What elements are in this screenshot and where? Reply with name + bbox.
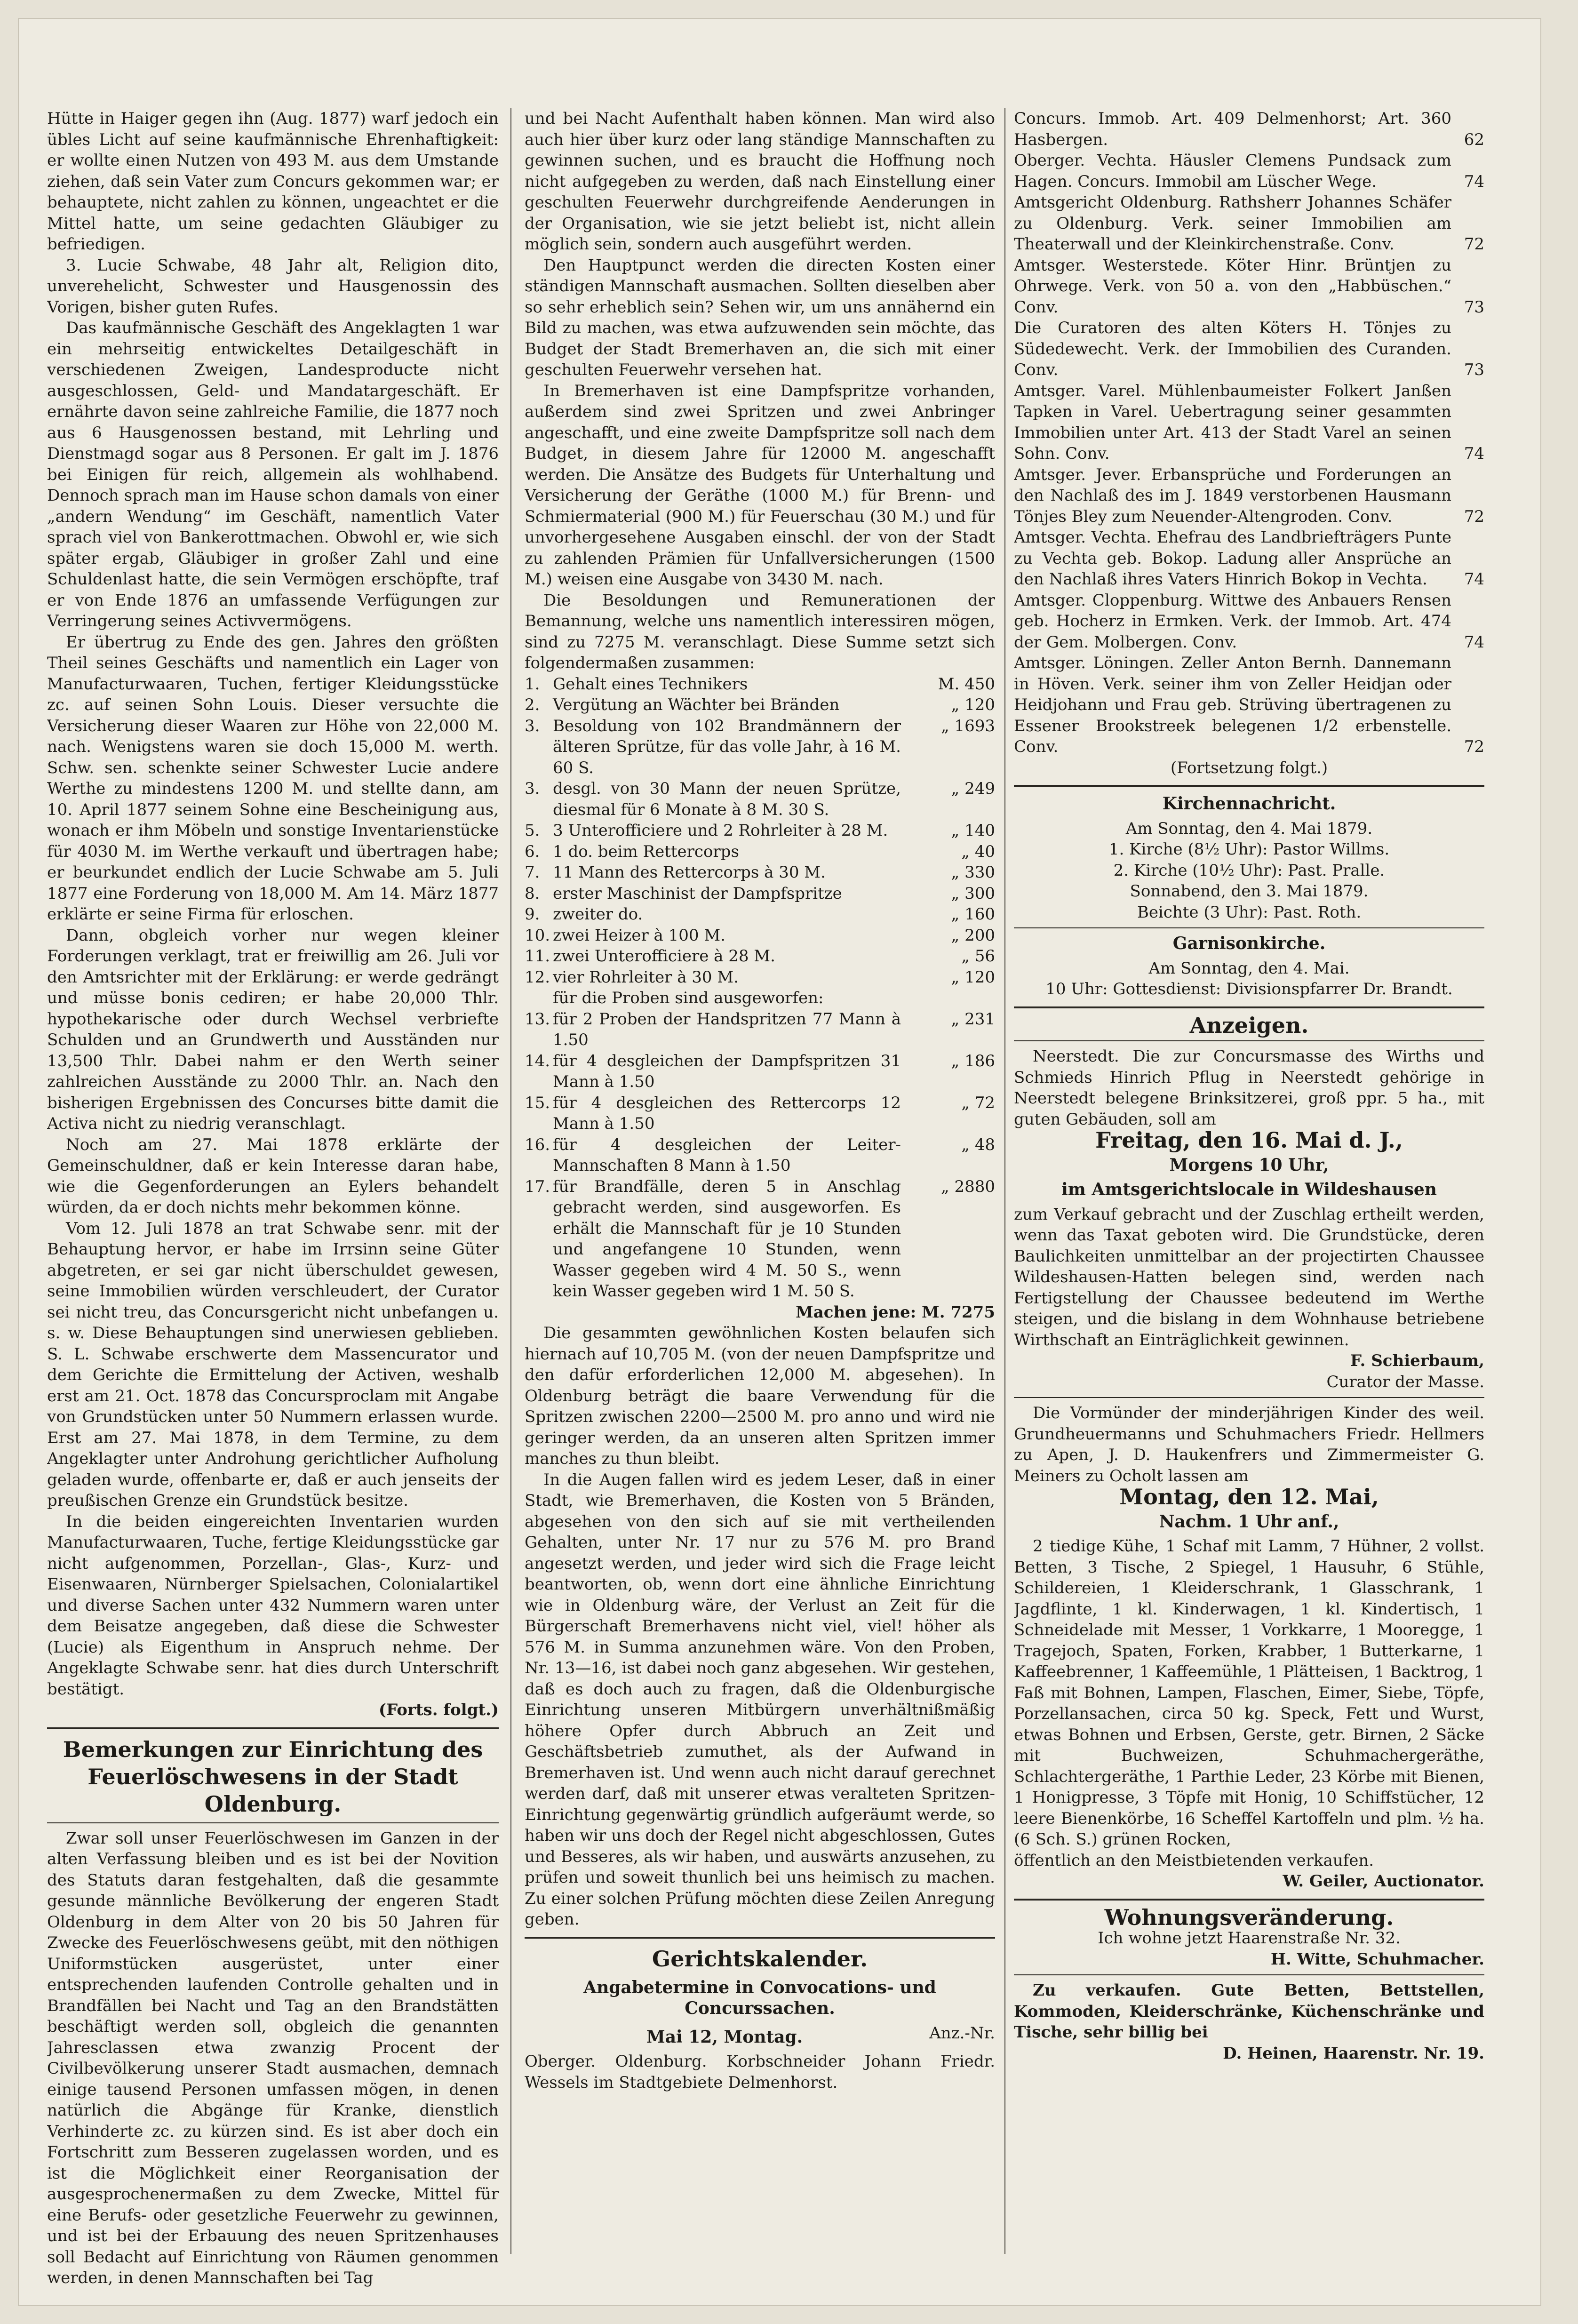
ad-auction-items: 2 tiedige Kühe, 1 Schaf mit Lamm, 7 Hühner, 2 vollst. Betten, 3 Tische, 2 Spiegel, 1 Hausuhr, 6 Stühle, Schildereien, 1 Kleiderschrank, 1 Glasschrank, 1 Jagdflinte, 1 kl. Kinderwagen, 1 kl. Kindertisch, 1 Schneidelade mit Messer, 1 Vorkkarre, 1 Mooregge, 1 Tragejoch, Spaten, Forken, Krabber, 1 Butterkarne, 1 Kaffeebrenner, 1 Kaffeemühle, 1 Plätteisen, 1 Backtrog, 1 Faß mit Bohnen, Lampen, Flaschen, Eimer, Siebe, Töpfe, Porzellansachen, circa 50 kg. Speck, Fett und Wurst, etwas Bohnen und Erbsen, Gerste, getr. Birnen, 2 Säcke mit Buchweizen, Schuhmachergeräthe, Schlachtergeräthe, 1 Parthie Leder, 23 Körbe mit Bienen, 1 Honigpresse, 3 Töpfe mit Honig, 10 Schiffstücher, 12 leere Bienenkörbe, 16 Scheffel Kartoffeln und plm. ½ ha. (6 Sch. S.) grünen Rocken, <box>1014 1537 1484 1849</box>
ad-neerstedt-place: im Amtsgerichtslocale in Wildeshausen <box>1061 1180 1437 1199</box>
calendar-entry <box>1014 318 1484 381</box>
cost-number: 8. <box>525 884 540 903</box>
divider <box>47 1822 499 1823</box>
cost-row <box>525 1009 995 1051</box>
cost-description: für die Proben sind ausgeworfen: <box>553 989 824 1007</box>
paragraph: Er übertrug zu Ende des gen. Jahres den größten Theil seines Geschäfts und namentlich ein Lager von Manufacturwaaren, Tuchen, fertiger Kleidungsstücke zc. auf seinen Sohn Louis. Dieser versuchte die Versicherung dieser Waaren zur Höhe von 22,000 M. nach. Wenigstens waren sie doch 15,000 M. werth. Schw. sen. schenkte seiner Schwester Lucie andere Werthe zu mindestens 1200 M. und stellte dann, am 10. April 1877 seinem Sohne eine Bescheinigung aus, wonach er ihm Möbeln und sonstige Inventarienstücke für 4030 M. im Werthe verkauft und übertragen habe; er beurkundet endlich der Lucie Schwabe am 5. Juli 1877 eine Forderung von 18,000 M. Am 14. März 1877 erklärte er seine Firma für erloschen. <box>47 632 499 924</box>
calendar-subtitle: Angabetermine in Convocations- und Concurssachen. <box>583 1977 936 2018</box>
calendar-entry <box>1014 653 1484 758</box>
cost-amount: „ 186 <box>951 1051 995 1070</box>
column-3 <box>1014 108 1484 2064</box>
notice-line: 1. Kirche (8½ Uhr): Pastor Willms. <box>1108 840 1390 859</box>
cost-description: Vergütung an Wächter bei Bränden <box>553 695 840 714</box>
cost-number: 6. <box>525 842 540 861</box>
cost-number: 13. <box>525 1009 550 1029</box>
cost-description: für 4 desgleichen des Rettercorps 12 Mann à 1.50 <box>553 1093 901 1133</box>
calendar-date-row <box>525 2023 995 2052</box>
ad-neerstedt-time: Morgens 10 Uhr, <box>1169 1155 1329 1175</box>
ad-neerstedt-signature-role: Curator der Masse. <box>1326 1372 1484 1391</box>
cost-number: 11. <box>525 947 550 966</box>
paragraph: Dann, obgleich vorher nur wegen kleiner Forderungen verklagt, trat er freiwillig am 26. Juli vor den Amtsrichter mit der Erklärung: er werde gedrängt und müsse bonis cediren; er habe 20,000 Thlr. hypothekarische oder durch Wechsel verbriefte Schulden und an Grundwerth und Ausständen nur 13,500 Thlr. Dabei nahm er den Werth seiner zahlreichen Ausstände zu 2000 Thlr. an. Nach den bisherigen Ergebnissen des Concurses bitte damit die Activa nicht zu niedrig veranschlagt. <box>47 926 499 1133</box>
cost-amount: „ 48 <box>961 1135 995 1154</box>
paragraph: In die beiden eingereichten Inventarien wurden Manufacturwaaren, Tuche, fertige Kleidungsstücke gar nicht aufgenommen, Porzellan-, Glas-, Kurz- und Eisenwaaren, Nürnberger Spielsachen, Colonialartikel und diverse Sachen unter 432 Nummern waren unter dem Beisatze angegeben, daß diese die Schwester (Lucie) als Eigenthum in Anspruch nehme. Der Angeklagte Schwabe senr. hat dies durch Unterschrift bestätigt. <box>47 1512 499 1699</box>
church-notices <box>1014 818 1484 923</box>
paragraph: Den Hauptpunct werden die directen Kosten einer ständigen Mannschaft ausmachen. Sollten dieselben aber so sehr erheblich sein? Sehen wir, um uns annähernd ein Bild zu machen, was etwa aufzuwenden sein möchte, das Budget der Stadt Bremerhaven an, die sich mit einer geschulten Feuerwehr versehen hat. <box>525 256 995 379</box>
ad-auction-signature: W. Geiler, Auctionator. <box>1283 1872 1484 1891</box>
cost-number: 9. <box>525 905 540 924</box>
paragraph: Zwar soll unser Feuerlöschwesen im Ganzen in der alten Verfassung bleiben und es ist bei der Novition des Statuts daran festgehalten, daß die gesammte gesunde männliche Bevölkerung der engeren Stadt Oldenburg in dem Alter von 20 bis 50 Jahren für Zwecke des Feuerlöschwesens geübt, mit den nöthigen Uniformstücken ausgerüstet, unter einer entsprechenden laufenden Controlle gehalten und in Brandfällen bei Nacht und Tag an den Brandstätten beschäftigt werden soll, obgleich die genannten Jahresclassen etwa zwanzig Procent der Civilbevölkerung unserer Stadt ausmachen, demnach einige tausend Personen umfassen mögen, in denen natürlich die Abgänge für Kranke, dienstlich Verhinderte zc. zu kürzen sind. Es ist aber doch ein Fortschritt zum Besseren zugelassen worden, und es ist die Möglichkeit einer Reorganisation der ausgesprochenermaßen zu dem Zwecke, Mittel für eine Berufs- oder gesetzliche Feuerwehr zu gewinnen, und ist bei der Erbauung des neuen Spritzenhauses soll Bedacht auf Einrichtung von Räumen genommen werden, in denen Mannschaften bei Tag <box>47 1829 499 2287</box>
cost-amount: „ 330 <box>951 863 995 882</box>
calendar-entry-text: Amtsger. Vechta. Ehefrau des Landbriefträgers Punte zu Vechta geb. Bokop. Ladung aller Ansprüche an den Nachlaß ihres Vaters Hinrich Bokop in Vechta. <box>1014 528 1451 589</box>
ad-auction-date: Montag, den 12. Mai, <box>1119 1484 1379 1509</box>
divider <box>1014 1040 1484 1041</box>
calendar-entry-text: Concurs. Immob. Art. 409 Delmenhorst; Art. 360 Hasbergen. <box>1014 109 1451 149</box>
cost-row <box>525 862 995 883</box>
cost-row <box>525 967 995 988</box>
cost-table <box>525 674 995 1302</box>
cost-row <box>525 841 995 863</box>
cost-amount: „ 120 <box>951 695 995 714</box>
calendar-entry-text: Amtsger. Varel. Mühlenbaumeister Folkert Janßen Tapken in Varel. Uebertragung seiner gesammten Immobilien unter Art. 413 der Stadt Varel an seinen Sohn. Conv. <box>1014 381 1451 463</box>
cost-number: 14. <box>525 1051 550 1070</box>
calendar-entry <box>1014 590 1484 653</box>
cost-number <box>525 988 553 1009</box>
cost-number: 10. <box>525 926 550 945</box>
cost-number: 3. <box>525 716 540 735</box>
newspaper-page <box>19 19 1540 2305</box>
column-2 <box>525 108 995 2093</box>
cost-row <box>525 1093 995 1134</box>
calendar-entry-text: Amtsger. Löningen. Zeller Anton Bernh. Dannemann in Höven. Verk. seiner ihm von Zeller Heidjan oder Heidjohann und Frau geb. Strüving übertragenen zu Essener Brookstreek belegenen 1/2 erbenstelle. Conv. <box>1014 654 1451 756</box>
cost-description: Besoldung von 102 Brandmännern der älteren Sprütze, für das volle Jahr, à 16 M. 60 S. <box>553 716 901 777</box>
cost-number: 17. <box>525 1177 550 1196</box>
cost-row <box>525 778 995 820</box>
cost-description: desgl. von 30 Mann der neuen Sprütze, diesmal für 6 Monate à 8 M. 30 S. <box>553 779 901 819</box>
notice-line: 2. Kirche (10½ Uhr): Past. Pralle. <box>1113 861 1385 880</box>
calendar-entry-text: Oberger. Vechta. Häusler Clemens Pundsack zum Hagen. Concurs. Immobil am Lüscher Wege. <box>1014 151 1451 191</box>
paragraph: Vom 12. Juli 1878 an trat Schwabe senr. mit der Behauptung hervor, er habe im Irrsinn seine Güter abgetreten, er sei gar nicht überschuldet gewesen, seine Immobilien würden verschleudert, der Curator sei nicht treu, das Concursgericht nicht unbefangen u. s. w. Diese Behauptungen sind unerwiesen geblieben. S. L. Schwabe erschwerte dem Massencurator und dem Gerichte die Ermittelung der Activen, weshalb erst am 21. Oct. 1878 das Concursproclam mit Angabe von Grundstücken unter 50 Nummern erlassen wurde. Erst am 27. Mai 1878, in dem Termine, zu dem Angeklagter unter Androhung gerichtlicher Aufholung geladen wurde, offenbarte er, daß er auch jenseits der preußischen Grenze ein Grundstück besitze. <box>47 1219 499 1510</box>
cost-row <box>525 716 995 779</box>
cost-amount: „ 249 <box>951 779 995 798</box>
cost-number: 16. <box>525 1135 550 1154</box>
calendar-entry-number: 73 <box>1464 297 1484 317</box>
article-paragraphs <box>47 1828 499 2289</box>
calendar-entry <box>1014 150 1484 192</box>
cost-description: für 2 Proben der Handspritzen 77 Mann à 1.50 <box>553 1009 901 1049</box>
calendar-entry-number: 72 <box>1464 235 1484 254</box>
cost-amount: „ 1693 <box>941 716 995 735</box>
notice-line: Sonnabend, den 3. Mai 1879. <box>1130 882 1369 901</box>
calendar-entry-number: 62 <box>1464 130 1484 149</box>
column-2-paragraphs <box>525 108 995 674</box>
ad-moving-title: Wohnungsveränderung. <box>1104 1904 1394 1930</box>
cost-row <box>525 904 995 925</box>
cost-amount: M. 450 <box>938 674 995 694</box>
cost-row <box>525 695 995 716</box>
ad-auction-rest: öffentlich an den Meistbietenden verkaufen. <box>1014 1851 1374 1870</box>
ad-neerstedt-rest: zum Verkauf gebracht und der Zuschlag ertheilt werden, wenn das Taxat geboten wird. Die Grundstücke, deren Baulichkeiten unmittelbar an der projectirten Chaussee Wildeshausen-Hatten belegen sind, werden nach Fertigstellung der Chaussee bedeutend im Werthe steigen, und die bislang in dem Wohnhause betriebene Wirthschaft an Einträglichkeit gewinnen. <box>1014 1205 1484 1350</box>
calendar-entry: Oberger. Oldenburg. Korbschneider Johann Friedr. Wessels im Stadtgebiete Delmenhorst. <box>525 2052 995 2092</box>
notice-line: 10 Uhr: Gottesdienst: Divisionspfarrer Dr. Brandt. <box>1045 980 1453 998</box>
column-rule <box>1004 108 1005 2254</box>
paragraph: Hütte in Haiger gegen ihn (Aug. 1877) warf jedoch ein übles Licht auf seine kaufmännische Ehrenhaftigkeit: er wollte einen Nutzen von 493 M. aus dem Umstande ziehen, daß sein Vater zum Concurs gekommen war; er behauptete, nicht zahlen zu können, ungeachtet er die Mittel hatte, um seine gedachten Gläubiger zu befriedigen. <box>47 109 499 254</box>
paragraph: 3. Lucie Schwabe, 48 Jahr alt, Religion dito, unverehelicht, Schwester und Hausgenossin des Vorigen, bisher guten Rufes. <box>47 256 499 317</box>
cost-description: Gehalt eines Technikers <box>553 674 748 694</box>
calendar-entry-text: Die Curatoren des alten Köters H. Tönjes zu Südedewecht. Verk. der Immobilien des Curanden. Conv. <box>1014 319 1451 379</box>
calendar-entry-number: 74 <box>1464 444 1484 463</box>
cost-amount: „ 56 <box>961 947 995 966</box>
calendar-entry <box>1014 192 1484 255</box>
cost-description: 1 do. beim Rettercorps <box>553 842 739 861</box>
paragraph: Die gesammten gewöhnlichen Kosten belaufen sich hiernach auf 10,705 M. (von der neuen Dampfspritze und den dafür erforderlichen 12,000 M. abgesehen). In Oldenburg beträgt die baare Verwendung für die Spritzen zwischen 2200—2500 M. pro anno und wird nie geringer werden, da an unseren alten Spritzen immer manches zu thun bleibt. <box>525 1324 995 1468</box>
cost-amount <box>901 988 995 1009</box>
cost-number: 15. <box>525 1093 550 1112</box>
column-1 <box>47 108 499 2289</box>
cost-row <box>525 1051 995 1093</box>
calendar-date: Mai 12, Montag. <box>646 2027 803 2047</box>
cost-row <box>525 946 995 967</box>
cost-description: 3 Unterofficiere und 2 Rohrleiter à 28 M. <box>553 821 888 840</box>
cost-description: 11 Mann des Rettercorps à 30 M. <box>553 863 826 882</box>
cost-description: für 4 desgleichen der Leiter-Mannschaften 8 Mann à 1.50 <box>553 1135 901 1175</box>
divider <box>47 1727 499 1729</box>
cost-description: vier Rohrleiter à 30 M. <box>553 967 739 987</box>
cost-description: zwei Heizer à 100 M. <box>553 926 725 945</box>
cost-row <box>525 925 995 946</box>
calendar-entry-number: 74 <box>1464 172 1484 191</box>
paragraph: und bei Nacht Aufenthalt haben können. Man wird also auch hier über kurz oder lang ständige Mannschaften zu gewinnen suchen, und es braucht die Hoffnung noch nicht aufgegeben zu werden, daß nach Einstellung einer geschulten Feuerwehr durchgreifende Aenderungen in der Organisation, wie sie jetzt beliebt ist, nicht allein möglich sein, sondern auch ausgeführt werden. <box>525 109 995 254</box>
cost-row <box>525 1176 995 1302</box>
cost-row <box>525 820 995 841</box>
cost-description: zwei Unterofficiere à 28 M. <box>553 947 775 966</box>
cost-description: erster Maschinist der Dampfspritze <box>553 884 842 903</box>
ad-neerstedt-text: Neerstedt. Die zur Concursmasse des Wirths und Schmieds Hinrich Pflug in Neerstedt gehörige in Neerstedt belegene Brinksitzerei, groß ppr. 5 ha., mit guten Gebäuden, soll am <box>1014 1047 1484 1129</box>
calendar-entry-number: 74 <box>1464 632 1484 652</box>
cost-row <box>525 883 995 904</box>
notice-line: Beichte (3 Uhr): Past. Roth. <box>1137 902 1362 922</box>
cost-amount: „ 120 <box>951 967 995 987</box>
cost-amount: „ 200 <box>951 926 995 945</box>
continuation-note: (Fortsetzung folgt.) <box>1170 758 1328 777</box>
calendar-anz-label: Anz.-Nr. <box>929 2023 995 2043</box>
cost-row <box>525 674 995 695</box>
paragraph: In Bremerhaven ist eine Dampfspritze vorhanden, außerdem sind zwei Spritzen und zwei Anbringer angeschafft, und eine zweite Dampfspritze soll nach dem Budget, in diesem Jahre für 12000 M. angeschafft werden. Die Ansätze des Budgets für Unterhaltung und Versicherung der Geräthe (1000 M.) für Brenn- und Schmiermaterial (900 M.) für Feuerschau (30 M.) und für unvorhergesehene Ausgaben einschl. der von der Stadt zu zahlenden Prämien für Unfallversicherungen (1500 M.) weisen eine Ausgabe von 3430 M. nach. <box>525 381 995 589</box>
divider <box>1014 927 1484 928</box>
notice-line: Am Sonntag, den 4. Mai 1879. <box>1125 819 1373 838</box>
calendar-entry <box>1014 108 1484 150</box>
ad-neerstedt-date: Freitag, den 16. Mai d. J., <box>1095 1127 1403 1153</box>
calendar-entry-text: Amtsger. Westerstede. Köter Hinr. Brüntjen zu Ohrwege. Verk. von 50 a. von den „Habbüschen.“ Conv. <box>1014 256 1451 317</box>
divider <box>1014 1899 1484 1901</box>
ad-moving-signature: H. Witte, Schuhmacher. <box>1270 1949 1484 1969</box>
cost-amount: „ 2880 <box>941 1177 995 1196</box>
paragraph: In die Augen fallen wird es jedem Leser, daß in einer Stadt, wie Bremerhaven, die Kosten von 5 Bränden, abgesehen von den sich auf sie mit vertheilenden Gehalten, unter Nr. 17 nur zu 576 M. pro Brand angesetzt werden, und jeder wird sich die Frage leicht beantworten, ob, wenn dort eine ähnliche Einrichtung wie in Oldenburg wäre, der Verlust an Zeit für die Bürgerschaft Bremerhavens nicht viel, viel! höher als 576 M. in Summa anzunehmen wäre. Von den Proben, Nr. 13—16, ist dabei noch ganz abgesehen. Wir gestehen, daß es doch auch zu fragen, daß die Oldenburgische Einrichtung unseren Mitbürgern unverhältnißmäßig höhere Opfer durch Abbruch an Zeit und Geschäftsbetrieb zumuthet, als der Aufwand in Bremerhaven ist. Und wenn auch nicht darauf gerechnet werden darf, daß mit unserer etwas veralteten Spritzen-Einrichtung gegenwärtig gründlich aufgeräumt werde, so haben wir uns doch der Regel nicht abgeschlossen, Gutes und Besseres, als wir haben, und auswärts anzusehen, zu prüfen und soweit thunlich bei uns heimisch zu machen. Zu einer solchen Prüfung möchten diese Zeilen Anregung geben. <box>525 1470 995 1929</box>
calendar-entry-number: 72 <box>1464 507 1484 526</box>
ad-moving-text: Ich wohne jetzt Haarenstraße Nr. 32. <box>1098 1929 1401 1948</box>
calendar-entry <box>1014 464 1484 527</box>
ad-auction-text: Die Vormünder der minderjährigen Kinder des weil. Grundheuermanns und Schuhmachers Friedr. Hellmers zu Apen, J. D. Haukenfrers und Zimmermeister G. Meiners zu Ocholt lassen am <box>1014 1404 1484 1485</box>
cost-description: zweiter do. <box>553 905 643 924</box>
cost-number: 1. <box>525 674 540 694</box>
cost-amount: „ 40 <box>961 842 995 861</box>
cost-amount: „ 72 <box>961 1093 995 1112</box>
ads-title: Anzeigen. <box>1189 1012 1309 1038</box>
calendar-entry-number: 73 <box>1464 360 1484 379</box>
divider <box>525 1937 995 1939</box>
cost-amount: „ 160 <box>951 905 995 924</box>
calendar-entry-text: Amtsger. Jever. Erbansprüche und Forderungen an den Nachlaß des im J. 1849 verstorbenen Hausmann Tönjes Bley zum Neuender-Altengroden. Conv. <box>1014 465 1451 526</box>
divider <box>1014 785 1484 787</box>
divider <box>1014 1006 1484 1008</box>
cost-amount: „ 231 <box>951 1009 995 1029</box>
paragraph: Noch am 27. Mai 1878 erklärte der Gemeinschuldner, daß er kein Interesse daran habe, wie die Gegenforderungen an Eylers behandelt würden, da er doch nichts mehr bekommen könne. <box>47 1135 499 1217</box>
calendar-entries <box>1014 108 1484 758</box>
divider <box>1014 1397 1484 1398</box>
ad-auction-time: Nachm. 1 Uhr anf., <box>1159 1511 1339 1532</box>
cost-description: für Brandfälle, deren 5 in Anschlag gebracht werden, sind ausgeworfen. Es erhält die Mannschaft für je 10 Stunden und angefangene 10 Stunden, wenn Wasser gegeben wird 4 M. 50 S., wenn kein Wasser gegeben wird 1 M. 50 S. <box>553 1177 901 1301</box>
calendar-entry-number: 72 <box>1464 737 1484 756</box>
calendar-entry-text: Amtsgericht Oldenburg. Rathsherr Johannes Schäfer zu Oldenburg. Verk. seiner Immobilien am Theaterwall und der Kleinkirchenstraße. Conv. <box>1014 193 1451 254</box>
calendar-entry <box>1014 255 1484 318</box>
cost-row <box>525 988 995 1009</box>
ad-sale-signature: D. Heinen, Haarenstr. Nr. 19. <box>1223 2044 1484 2063</box>
cost-number: 12. <box>525 967 550 987</box>
calendar-title: Gerichtskalender. <box>652 1946 868 1972</box>
paragraph: Die Besoldungen und Remunerationen der Bemannung, welche uns namentlich interessiren mögen, sind zu 7275 M. veranschlagt. Diese Summe setzt sich folgendermaßen zusammen: <box>525 591 995 672</box>
cost-amount: „ 140 <box>951 821 995 840</box>
continuation-note: (Forts. folgt.) <box>378 1701 499 1719</box>
cost-number: 5. <box>525 821 540 840</box>
calendar-entry-text: Amtsger. Cloppenburg. Wittwe des Anbauers Rensen geb. Hocherz in Ermken. Verk. der Immob. Art. 474 der Gem. Molbergen. Conv. <box>1014 591 1451 652</box>
cost-row <box>525 1134 995 1176</box>
garrison-title: Garnisonkirche. <box>1172 934 1326 953</box>
notice-line: Am Sonntag, den 4. Mai. <box>1148 958 1350 978</box>
calendar-entry-number: 74 <box>1464 570 1484 589</box>
church-title: Kirchennachricht. <box>1162 794 1336 814</box>
cost-description: für 4 desgleichen der Dampfspritzen 31 Mann à 1.50 <box>553 1051 901 1091</box>
garrison-notices <box>1014 958 1484 1000</box>
article-title: Bemerkungen zur Einrichtung des Feuerlöschwesens in der Stadt Oldenburg. <box>63 1736 483 1817</box>
ad-sale-text: Zu verkaufen. Gute Betten, Bettstellen, Kommoden, Kleiderschränke, Küchenschränke und Tische, sehr billig bei <box>1014 1981 1484 2042</box>
calendar-entry <box>1014 527 1484 590</box>
column-rule <box>510 108 511 2254</box>
cost-number: 7. <box>525 863 540 882</box>
cost-number: 3. <box>525 779 540 798</box>
cost-amount: „ 300 <box>951 884 995 903</box>
column-1-paragraphs <box>47 108 499 1700</box>
cost-total: Machen jene: M. 7275 <box>796 1302 995 1322</box>
ad-neerstedt-signature: F. Schierbaum, <box>1350 1351 1484 1370</box>
calendar-entry <box>1014 381 1484 464</box>
cost-number: 2. <box>525 695 540 714</box>
paragraph: Das kaufmännische Geschäft des Angeklagten 1 war ein mehrseitig entwickeltes Detailgeschäft in verschiedenen Zweigen, Landesproducte nicht ausgeschlossen, Geld- und Mandatargeschäft. Er ernährte davon seine zahlreiche Familie, die 1877 noch aus 6 Hausgenossen bestand, mit Lehrling und Dienstmagd sogar aus 8 Personen. Er galt im J. 1876 bei Einigen für reich, allgemein als wohlhabend. Dennoch sprach man im Hause schon damals von einer „andern Wendung“ im Geschäft, namentlich Vater sprach viel von Bankerottmachen. Obwohl er, wie sich später ergab, Gläubiger in großer Zahl und eine Schuldenlast hatte, die sein Vermögen erschöpfte, traf er von Ende 1876 an umfassende Verfügungen zur Verringerung seines Activvermögens. <box>47 319 499 631</box>
divider <box>1014 1974 1484 1975</box>
column-2-paragraphs-bottom <box>525 1323 995 1930</box>
